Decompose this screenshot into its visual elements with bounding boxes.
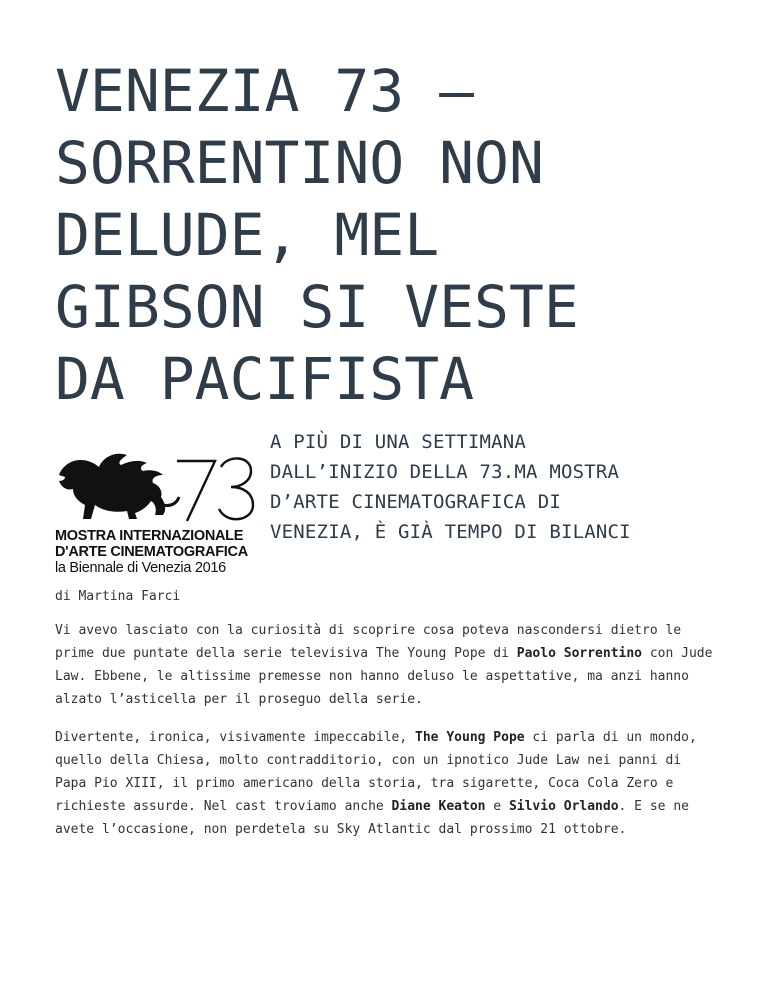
subtitle-line: A PIÙ DI UNA SETTIMANA <box>270 431 527 453</box>
text-run: Divertente, ironica, visivamente impeccabile, <box>55 730 416 745</box>
logo-line: la Biennale di Venezia 2016 <box>55 560 226 576</box>
festival-logo <box>55 445 255 576</box>
logo-line: D'ARTE CINEMATOGRAFICA <box>55 544 248 560</box>
bold-name: Paolo Sorrentino <box>516 646 643 661</box>
title-line: SORRENTINO NON <box>55 129 544 197</box>
byline: di Martina Farci <box>55 589 181 604</box>
bold-name: Diane Keaton <box>391 799 486 814</box>
logo-line: MOSTRA INTERNAZIONALE <box>55 528 244 544</box>
title-line: VENEZIA 73 – <box>55 57 475 125</box>
text-run: e <box>485 799 509 814</box>
winged-lion-icon <box>55 445 255 525</box>
paragraph <box>55 619 715 711</box>
article-subtitle <box>270 427 720 547</box>
text-run: . E se ne avete l’occasione, non perdetela su Sky Atlantic dal prossimo 21 ottobre. <box>55 799 689 837</box>
subtitle-line: VENEZIA, È GIÀ TEMPO DI BILANCI <box>270 521 631 543</box>
bold-name: The Young Pope <box>415 730 525 745</box>
text-run: ci parla di un mondo, quello della Chiesa, molto contradditorio, con un ipnotico Jude Law nei panni di Papa Pio XIII, il primo americano della storia, tra sigarette, Coca Cola Zero e richieste assurde. Nel cast troviamo anche <box>55 730 697 814</box>
title-line: DELUDE, MEL <box>55 201 440 269</box>
article-title <box>55 55 715 415</box>
logo-text <box>55 528 248 576</box>
bold-name: Silvio Orlando <box>508 799 619 814</box>
title-line: GIBSON SI VESTE <box>55 273 579 341</box>
subtitle-line: DALL’INIZIO DELLA 73.MA MOSTRA <box>270 461 620 483</box>
article <box>55 55 715 841</box>
intro-row <box>55 427 715 577</box>
subtitle-line: D’ARTE CINEMATOGRAFICA DI <box>270 491 561 513</box>
paragraph <box>55 726 715 841</box>
title-line: DA PACIFISTA <box>55 345 475 413</box>
text-run: con Jude Law. Ebbene, le altissime premesse non hanno deluso le aspettative, ma anzi hanno alzato l’asticella per il proseguo della serie. <box>55 646 713 707</box>
text-run: Vi avevo lasciato con la curiosità di scoprire cosa poteva nascondersi dietro le prime due puntate della serie televisiva The Young Pope di <box>55 623 682 661</box>
